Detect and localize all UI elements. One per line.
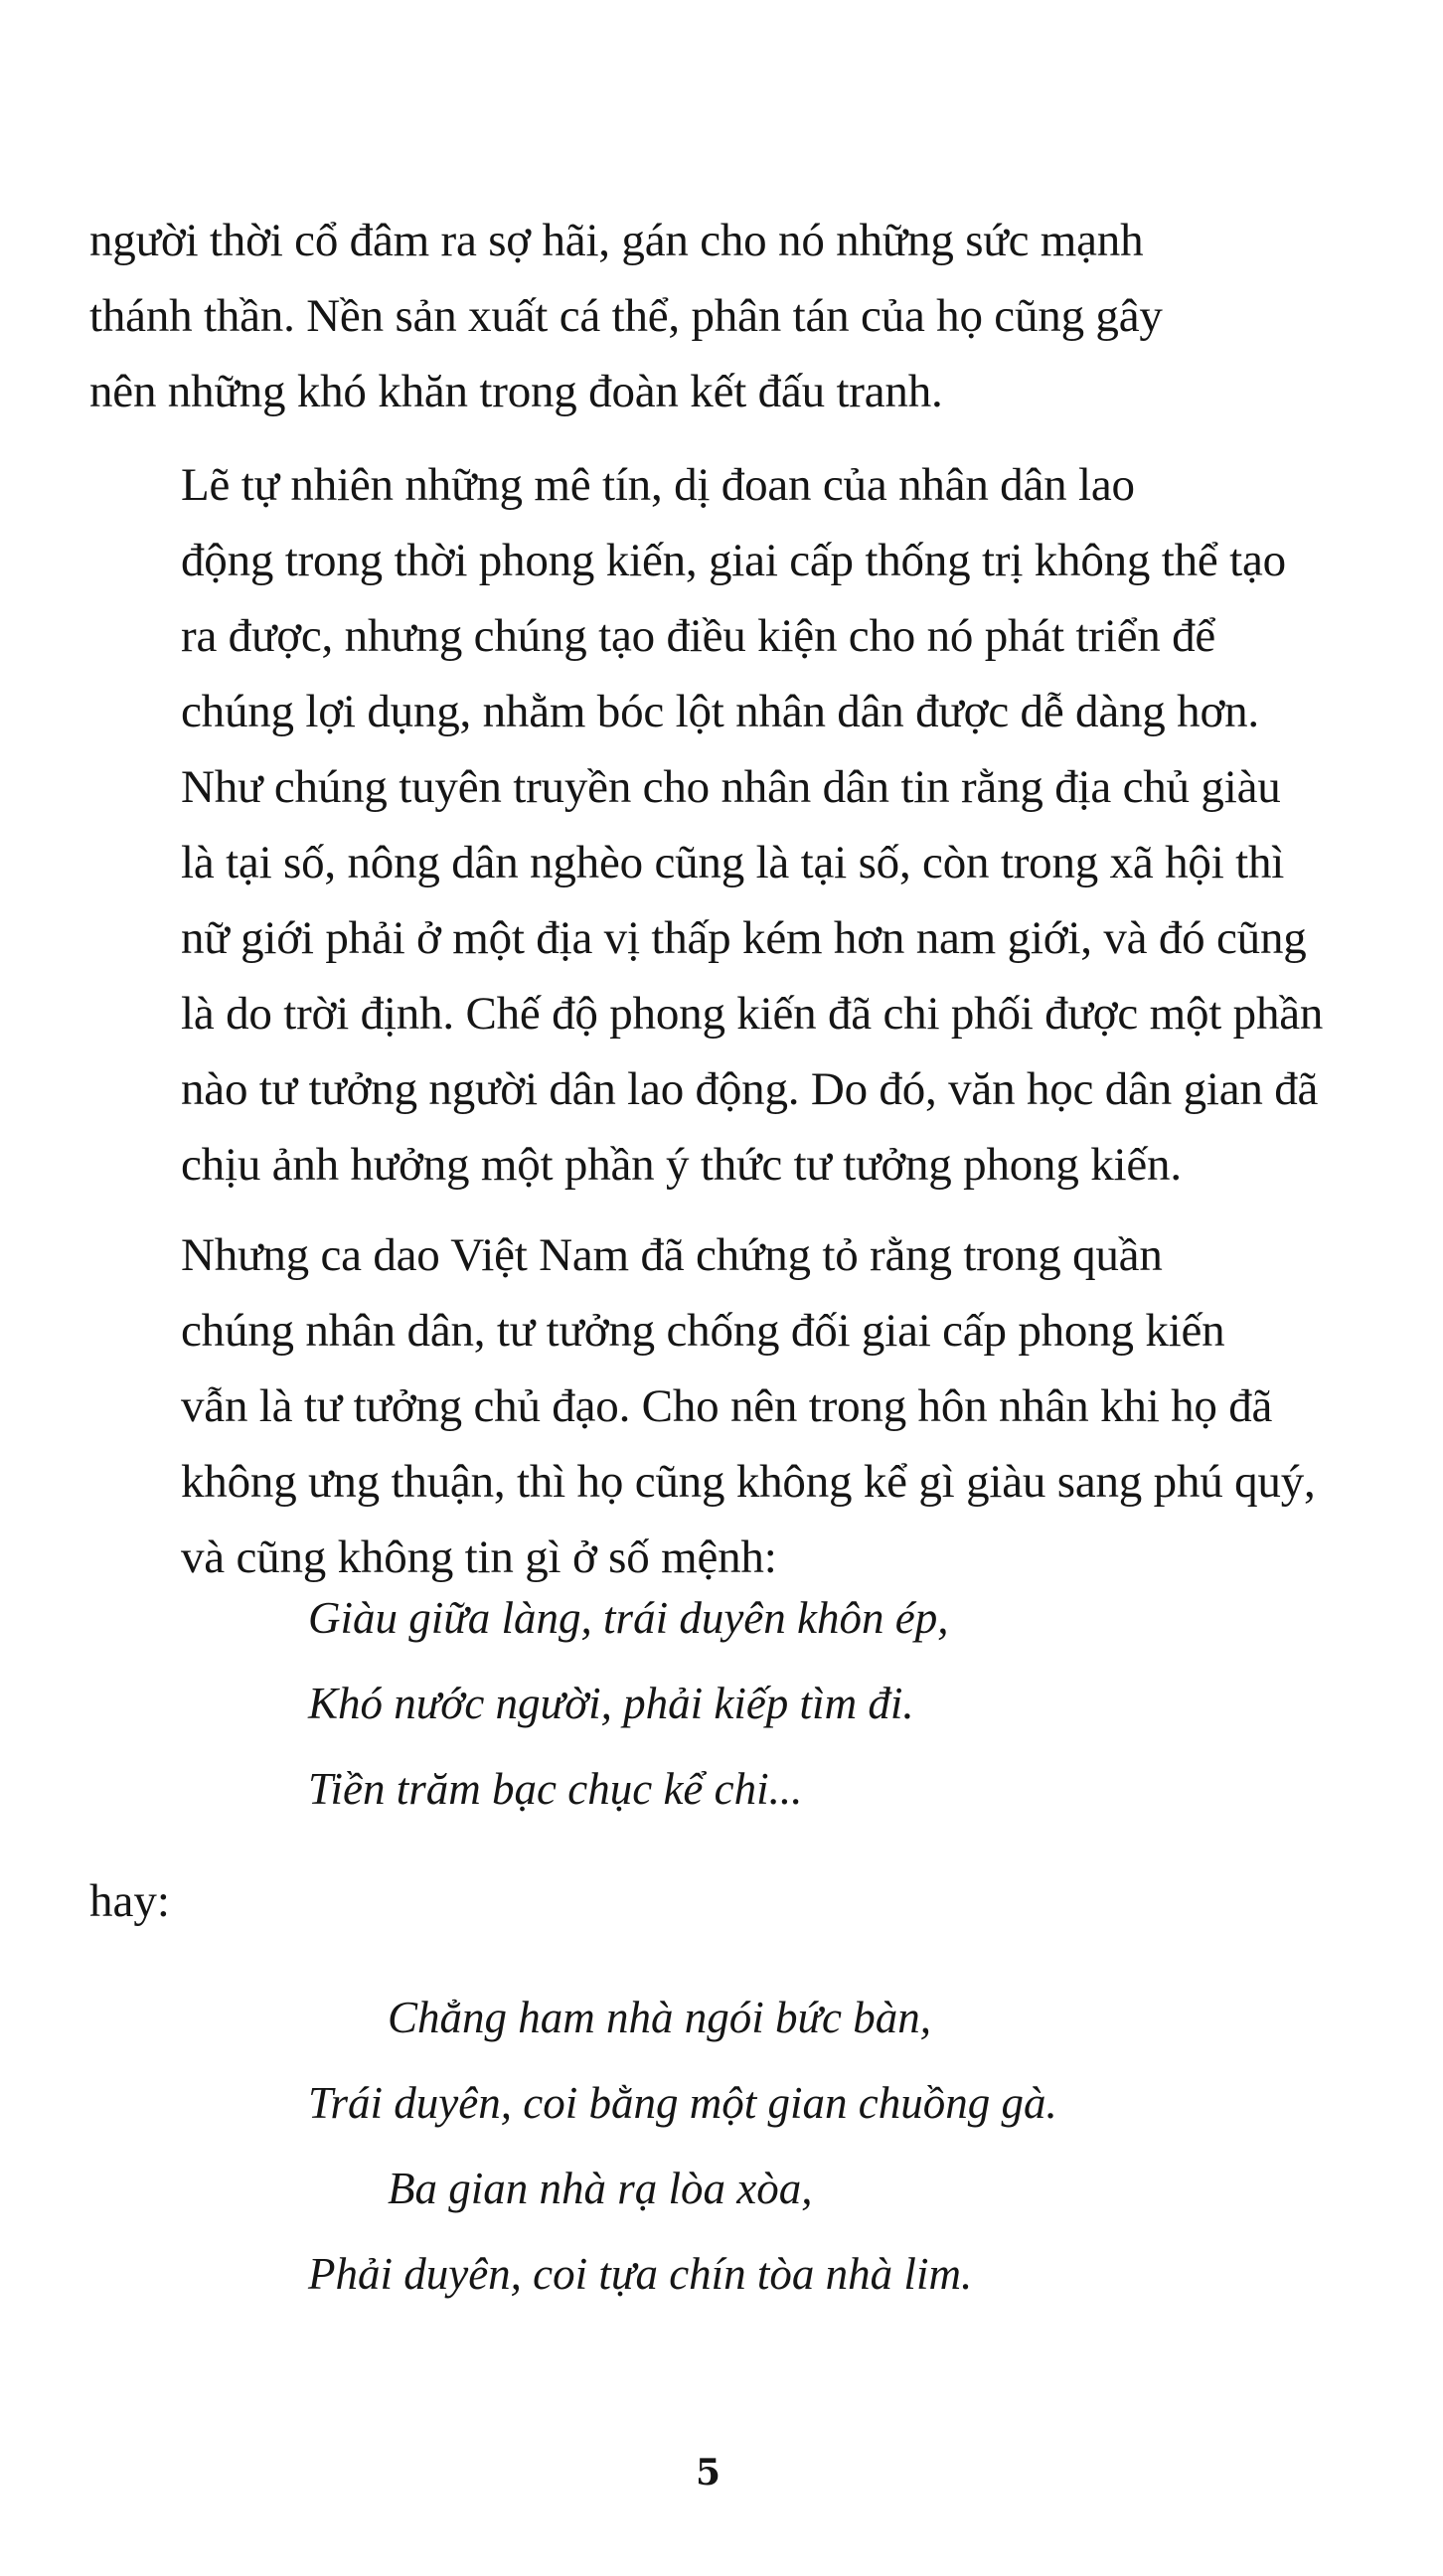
paragraph-1 bbox=[89, 203, 1310, 429]
paragraph-3 bbox=[89, 1217, 1316, 1595]
text-line: chúng nhân dân, tư tưởng chống đối giai cấp phong kiến bbox=[181, 1305, 1225, 1357]
text-line: là tại số, nông dân nghèo cũng là tại số, còn trong xã hội thì bbox=[181, 837, 1285, 888]
text-line: là do trời định. Chế độ phong kiến đã chi phối được một phần bbox=[181, 988, 1324, 1040]
text-line: không ưng thuận, thì họ cũng không kể gì giàu sang phú quý, bbox=[181, 1456, 1316, 1508]
text-line: và cũng không tin gì ở số mệnh: bbox=[181, 1531, 777, 1583]
verse-line: Trái duyên, coi bằng một gian chuồng gà. bbox=[308, 2078, 1057, 2128]
verse-line: Ba gian nhà rạ lòa xòa, bbox=[388, 2164, 813, 2213]
verse-line: Giàu giữa làng, trái duyên khôn ép, bbox=[308, 1593, 949, 1643]
text-line: nào tư tưởng người dân lao động. Do đó, văn học dân gian đã bbox=[181, 1063, 1319, 1115]
verse-line: Tiền trăm bạc chục kể chi... bbox=[308, 1764, 803, 1814]
text-line: động trong thời phong kiến, giai cấp thống trị không thể tạo bbox=[181, 535, 1286, 586]
page-number: 5 bbox=[696, 2452, 722, 2494]
text-line: nữ giới phải ở một địa vị thấp kém hơn nam giới, và đó cũng bbox=[181, 912, 1307, 964]
verse-line: Chẳng ham nhà ngói bức bàn, bbox=[388, 1993, 932, 2042]
text-line: Lẽ tự nhiên những mê tín, dị đoan của nhân dân lao bbox=[181, 459, 1135, 511]
text-line: người thời cổ đâm ra sợ hãi, gán cho nó những sức mạnh bbox=[89, 215, 1144, 266]
text-line: chịu ảnh hưởng một phần ý thức tư tưởng phong kiến. bbox=[181, 1139, 1182, 1191]
text-line: Như chúng tuyên truyền cho nhân dân tin rằng địa chủ giàu bbox=[181, 761, 1281, 813]
text-line: Nhưng ca dao Việt Nam đã chứng tỏ rằng trong quần bbox=[181, 1229, 1163, 1281]
text-line: thánh thần. Nền sản xuất cá thể, phân tán của họ cũng gây bbox=[89, 290, 1163, 342]
verse-line: Phải duyên, coi tựa chín tòa nhà lim. bbox=[308, 2249, 973, 2299]
text-line: vẫn là tư tưởng chủ đạo. Cho nên trong hôn nhân khi họ đã bbox=[181, 1380, 1273, 1432]
text-line: chúng lợi dụng, nhằm bóc lột nhân dân được dễ dàng hơn. bbox=[181, 686, 1259, 737]
text-line: nên những khó khăn trong đoàn kết đấu tranh. bbox=[89, 366, 943, 417]
paragraph-2 bbox=[89, 447, 1324, 1203]
connector-text: hay: bbox=[89, 1875, 170, 1927]
verse-line: Khó nước người, phải kiếp tìm đi. bbox=[308, 1679, 914, 1728]
text-line: ra được, nhưng chúng tạo điều kiện cho nó phát triển để bbox=[181, 610, 1216, 662]
